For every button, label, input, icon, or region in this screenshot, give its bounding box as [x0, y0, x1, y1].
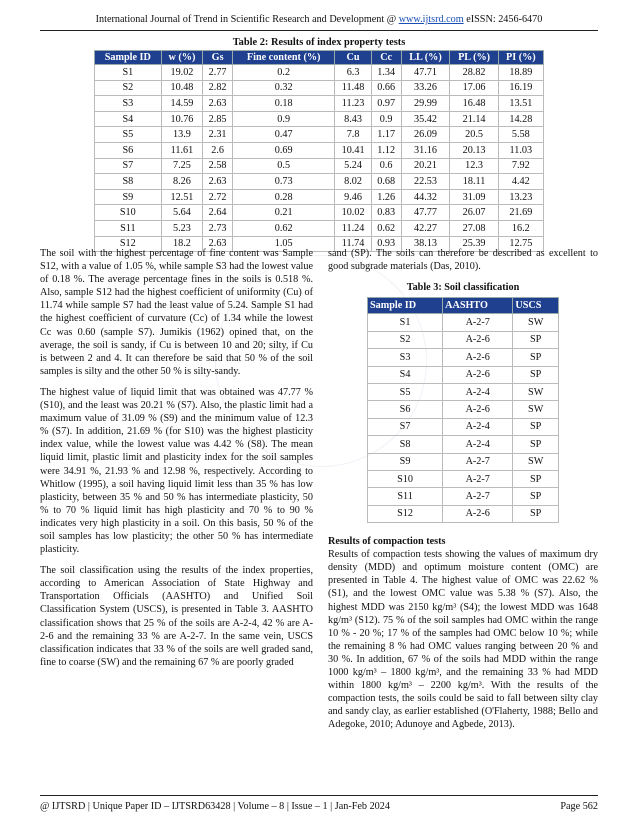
- header-rule: [40, 30, 598, 31]
- section-heading-compaction: Results of compaction tests: [328, 536, 446, 548]
- table2-cell: 8.26: [161, 174, 203, 190]
- table2-cell: 1.12: [371, 142, 401, 158]
- table2-cell: 0.93: [371, 236, 401, 252]
- table2-cell: 21.69: [498, 205, 543, 221]
- table3-cell: SW: [513, 453, 559, 470]
- table3-cell: A-2-6: [443, 401, 513, 418]
- paragraph-sand: sand (SP). The soils can therefore be described as excellent to good subgrade materials (Das, 2010).: [328, 248, 598, 273]
- table2-cell: 38.13: [401, 236, 450, 252]
- table2-cell: 18.11: [450, 174, 498, 190]
- table3-cell: S7: [368, 418, 443, 435]
- table3-row: [368, 314, 559, 331]
- table2-cell: 0.97: [371, 96, 401, 112]
- table2-cell: 2.82: [203, 80, 233, 96]
- table2-cell: 12.75: [498, 236, 543, 252]
- table2-cell: S4: [95, 111, 162, 127]
- header-prefix: International Journal of Trend in Scientific Research and Development @: [95, 14, 397, 25]
- table2-cell: 2.31: [203, 127, 233, 143]
- table2-index-properties: [94, 50, 544, 252]
- table2-cell: 8.02: [335, 174, 371, 190]
- table2-cell: 2.63: [203, 236, 233, 252]
- table2-cell: 47.71: [401, 65, 450, 81]
- right-column: [328, 247, 598, 739]
- table2-cell: S7: [95, 158, 162, 174]
- table2-row: [95, 158, 544, 174]
- table2-cell: 0.73: [232, 174, 334, 190]
- table2-cell: 0.32: [232, 80, 334, 96]
- table3-header-cell: Sample ID: [368, 298, 443, 314]
- table2-cell: S11: [95, 220, 162, 236]
- table2-row: [95, 220, 544, 236]
- table3-header-cell: AASHTO: [443, 298, 513, 314]
- table2-cell: 0.21: [232, 205, 334, 221]
- table2-cell: 42.27: [401, 220, 450, 236]
- table2-cell: 18.89: [498, 65, 543, 81]
- table2-cell: 10.76: [161, 111, 203, 127]
- table3-cell: S3: [368, 349, 443, 366]
- table2-cell: 13.23: [498, 189, 543, 205]
- table2-cell: 20.21: [401, 158, 450, 174]
- table2-cell: 0.6: [371, 158, 401, 174]
- table2-cell: 0.83: [371, 205, 401, 221]
- table2-cell: 11.74: [335, 236, 371, 252]
- table3-cell: S1: [368, 314, 443, 331]
- table2-header-cell: Cu: [335, 51, 371, 65]
- table2-cell: 11.48: [335, 80, 371, 96]
- table2-cell: S3: [95, 96, 162, 112]
- table3-cell: A-2-7: [443, 453, 513, 470]
- table2-cell: 11.03: [498, 142, 543, 158]
- table3-cell: S4: [368, 366, 443, 383]
- footer-paper-info: @ IJTSRD | Unique Paper ID – IJTSRD63428 | Volume – 8 | Issue – 1 | Jan-Feb 2024: [40, 801, 390, 812]
- table2-header-cell: Fine content (%): [232, 51, 334, 65]
- left-column: [40, 247, 313, 677]
- table3-cell: S10: [368, 470, 443, 487]
- table3-cell: A-2-6: [443, 366, 513, 383]
- page-number: Page 562: [560, 801, 598, 812]
- table2-row: [95, 96, 544, 112]
- table3-header-cell: USCS: [513, 298, 559, 314]
- table2-cell: 35.42: [401, 111, 450, 127]
- table2-cell: 5.23: [161, 220, 203, 236]
- table3-row: [368, 401, 559, 418]
- table2-header-cell: w (%): [161, 51, 203, 65]
- footer-rule: [40, 795, 598, 796]
- table2-cell: S9: [95, 189, 162, 205]
- table2-row: [95, 65, 544, 81]
- table2-cell: 1.34: [371, 65, 401, 81]
- table2-cell: 7.92: [498, 158, 543, 174]
- table2-cell: 0.28: [232, 189, 334, 205]
- table2-cell: S12: [95, 236, 162, 252]
- table3-row: [368, 505, 559, 522]
- table2-cell: S2: [95, 80, 162, 96]
- table2-cell: 11.23: [335, 96, 371, 112]
- table2-cell: 5.64: [161, 205, 203, 221]
- table2-cell: 21.14: [450, 111, 498, 127]
- table2-cell: 0.9: [371, 111, 401, 127]
- table3-cell: A-2-7: [443, 314, 513, 331]
- table2-cell: 12.51: [161, 189, 203, 205]
- paragraph-limits: The highest value of liquid limit that was obtained was 47.77 % (S10), and the least was 20.21 % (S7). Also, the plastic limit had a maximum value of 31.09 % (S9) and the minimum value of 12.3 % (S7). In addition, 21.69 % (for S10) was the highest plasticity index value, while the lowest value was 4.42 % (S8). The mean liquid limit, plastic limit and plasticity index for the soil samples were 34.91 %, 21.93 % and 12.98 %, respectively. According to Whitlow (1995), a soil having liquid limit less than 35 % has low plasticity, between 35 % and 50 % has intermediate plasticity, 50 % to 70 % liquid limit has high plasticity and 70 % to 90 % indicates very high plasticity in a soil. On this basis, 50 % of the soil samples has low plasticity; the other 50 % has intermediate plasticity.: [40, 386, 313, 556]
- table2-cell: 2.64: [203, 205, 233, 221]
- table2-cell: 26.09: [401, 127, 450, 143]
- table2-cell: 2.72: [203, 189, 233, 205]
- table3-cell: SP: [513, 349, 559, 366]
- table2-row: [95, 174, 544, 190]
- table2-cell: 47.77: [401, 205, 450, 221]
- table3-cell: SP: [513, 470, 559, 487]
- table2-cell: 12.3: [450, 158, 498, 174]
- table2-cell: 9.46: [335, 189, 371, 205]
- table2-cell: 5.58: [498, 127, 543, 143]
- table2-cell: 19.02: [161, 65, 203, 81]
- table3-cell: S9: [368, 453, 443, 470]
- table2-row: [95, 205, 544, 221]
- table2-cell: 13.51: [498, 96, 543, 112]
- table2-header-cell: Cc: [371, 51, 401, 65]
- paragraph-compaction: Results of compaction tests showing the values of maximum dry density (MDD) and optimum moisture content (OMC) are presented in Table 4. The highest value of OMC was 22.62 % (S1), and the lowest OMC value was 5.38 % (S7). Also, the highest MDD was 2150 kg/m³ (S4); the lowest MDD was 1648 kg/m³ (S12). 75 % of the soil samples had OMC within the range 10 % - 20 %; 17 % of the samples had OMC below 10 %; while the remaining 8 % had OMC values ranging between 20 % and 30 %. In addition, 67 % of the soils had MDD within the range 1000 kg/m³ – 1800 kg/m³, and the remaining 33 % had MDD within 1800 kg/m³ – 2200 kg/m³. With the results of the compaction tests, the soils could be said to fall between silty clay and sandy clay, as earlier established (O'Flaherty, 1988; Bello and Adegoke, 2010; Adunoye and Agbede, 2013).: [328, 549, 598, 731]
- table2-cell: 4.42: [498, 174, 543, 190]
- table2-cell: S8: [95, 174, 162, 190]
- table2-cell: 0.2: [232, 65, 334, 81]
- table2-cell: 0.68: [371, 174, 401, 190]
- table2-row: [95, 127, 544, 143]
- table3-row: [368, 436, 559, 453]
- table3-cell: SP: [513, 488, 559, 505]
- table3-cell: S12: [368, 505, 443, 522]
- table2-cell: 1.05: [232, 236, 334, 252]
- table3-cell: S2: [368, 331, 443, 348]
- header-issn: eISSN: 2456-6470: [466, 14, 543, 25]
- paragraph-fines: The soil with the highest percentage of fine content was Sample S12, with a value of 1.05 %, while sample S3 had the lowest value of 0.18 %. The average percentage fines in the soils is 0.518 %. Also, sample S12 had the highest coefficient of uniformity (Cu) of 11.74 while sample S7 had the least value of 5.24. Sample S1 had the highest coefficient of curvature (Cc) of 1.34 while the lowest Cc was 0.60 (sample S7). Jumikis (1962) opined that, on the average, the soil is sandy, if Cu is between 10 and 20; silty, if Cu is between 2 and 4. It can therefore be said that 50 % of the soil samples is silty and the other 50 % is silty-sandy.: [40, 248, 313, 377]
- table3-cell: SP: [513, 418, 559, 435]
- table3-row: [368, 383, 559, 400]
- table2-cell: 11.61: [161, 142, 203, 158]
- table2-cell: S1: [95, 65, 162, 81]
- table2-cell: 29.99: [401, 96, 450, 112]
- table3-cell: S5: [368, 383, 443, 400]
- table2-cell: 0.9: [232, 111, 334, 127]
- table2-row: [95, 80, 544, 96]
- table2-cell: 22.53: [401, 174, 450, 190]
- table3-cell: SP: [513, 331, 559, 348]
- paragraph-classification: The soil classification using the results of the index properties, according to American Association of State Highway and Transportation Officials (AASHTO) and Unified Soil Classification System (USCS), is presented in Table 3. AASHTO classification shows that 25 % of the soils are A-2-4, 42 % are A-2-6 and the remaining 33 % are A-2-7. In the same vein, USCS classification indicates that 33 % of the soils are well graded sand, fine to coarse (SW) and the remaining 67 % are poorly graded: [40, 565, 313, 668]
- table3-row: [368, 488, 559, 505]
- table2-cell: 0.5: [232, 158, 334, 174]
- table2-cell: 27.08: [450, 220, 498, 236]
- table2-cell: 0.62: [232, 220, 334, 236]
- table2-cell: 6.3: [335, 65, 371, 81]
- table2-cell: 10.02: [335, 205, 371, 221]
- table2-cell: 25.39: [450, 236, 498, 252]
- table3-row: [368, 453, 559, 470]
- running-header: [0, 14, 638, 25]
- table2-cell: 17.06: [450, 80, 498, 96]
- table2-cell: 28.82: [450, 65, 498, 81]
- table3-cell: A-2-7: [443, 488, 513, 505]
- table2-cell: 1.26: [371, 189, 401, 205]
- table3-cell: A-2-6: [443, 331, 513, 348]
- table3-cell: SP: [513, 366, 559, 383]
- table3-cell: S8: [368, 436, 443, 453]
- table2-cell: 0.62: [371, 220, 401, 236]
- table2-cell: 8.43: [335, 111, 371, 127]
- table3-cell: SW: [513, 401, 559, 418]
- table2-cell: 13.9: [161, 127, 203, 143]
- table3-header-row: [368, 298, 559, 314]
- table3-row: [368, 470, 559, 487]
- table3-cell: A-2-7: [443, 470, 513, 487]
- table2-cell: 2.73: [203, 220, 233, 236]
- table3-row: [368, 418, 559, 435]
- table3-cell: S6: [368, 401, 443, 418]
- table2-cell: 16.19: [498, 80, 543, 96]
- table3-row: [368, 349, 559, 366]
- table3-cell: S11: [368, 488, 443, 505]
- table2-cell: 2.58: [203, 158, 233, 174]
- table3-row: [368, 331, 559, 348]
- table2-row: [95, 111, 544, 127]
- table3-cell: SP: [513, 505, 559, 522]
- table2-cell: 1.17: [371, 127, 401, 143]
- table2-cell: 10.48: [161, 80, 203, 96]
- table2-cell: 11.24: [335, 220, 371, 236]
- table2-header-cell: LL (%): [401, 51, 450, 65]
- table2-cell: 31.16: [401, 142, 450, 158]
- table2-cell: 20.5: [450, 127, 498, 143]
- table3-title: Table 3: Soil classification: [406, 282, 520, 294]
- table2-body: [95, 65, 544, 252]
- table2-cell: 0.69: [232, 142, 334, 158]
- table2-cell: 10.41: [335, 142, 371, 158]
- table2-cell: 7.8: [335, 127, 371, 143]
- table2-header-cell: Sample ID: [95, 51, 162, 65]
- table2-cell: 5.24: [335, 158, 371, 174]
- table2-cell: 20.13: [450, 142, 498, 158]
- table2-header-cell: PL (%): [450, 51, 498, 65]
- table2-title: Table 2: Results of index property tests: [232, 37, 406, 48]
- table2-cell: 2.63: [203, 96, 233, 112]
- table2-header-row: [95, 51, 544, 65]
- table3-cell: SW: [513, 314, 559, 331]
- table2-cell: 26.07: [450, 205, 498, 221]
- table2-cell: 14.28: [498, 111, 543, 127]
- table2-cell: 2.6: [203, 142, 233, 158]
- table3-cell: SP: [513, 436, 559, 453]
- table2-header-cell: Gs: [203, 51, 233, 65]
- table2-cell: 0.47: [232, 127, 334, 143]
- table3-cell: A-2-6: [443, 349, 513, 366]
- journal-link[interactable]: www.ijtsrd.com: [398, 14, 464, 25]
- table2-cell: 18.2: [161, 236, 203, 252]
- table2-cell: S10: [95, 205, 162, 221]
- table2-cell: S6: [95, 142, 162, 158]
- table2-row: [95, 142, 544, 158]
- table2-cell: 44.32: [401, 189, 450, 205]
- table2-cell: 0.66: [371, 80, 401, 96]
- table3-row: [368, 366, 559, 383]
- table3-cell: A-2-4: [443, 418, 513, 435]
- table3-body: [368, 314, 559, 523]
- table3-cell: A-2-4: [443, 383, 513, 400]
- table2-row: [95, 189, 544, 205]
- table2-cell: 14.59: [161, 96, 203, 112]
- table2-cell: 7.25: [161, 158, 203, 174]
- table3-cell: SW: [513, 383, 559, 400]
- table2-cell: 16.48: [450, 96, 498, 112]
- table2-cell: 31.09: [450, 189, 498, 205]
- table2-cell: 2.77: [203, 65, 233, 81]
- table2-cell: 2.63: [203, 174, 233, 190]
- table2-cell: 0.18: [232, 96, 334, 112]
- table3-cell: A-2-4: [443, 436, 513, 453]
- table2-cell: 16.2: [498, 220, 543, 236]
- table2-cell: S5: [95, 127, 162, 143]
- table3-cell: A-2-6: [443, 505, 513, 522]
- table2-cell: 33.26: [401, 80, 450, 96]
- table3-soil-classification: [367, 297, 559, 523]
- table2-header-cell: PI (%): [498, 51, 543, 65]
- table2-cell: 2.85: [203, 111, 233, 127]
